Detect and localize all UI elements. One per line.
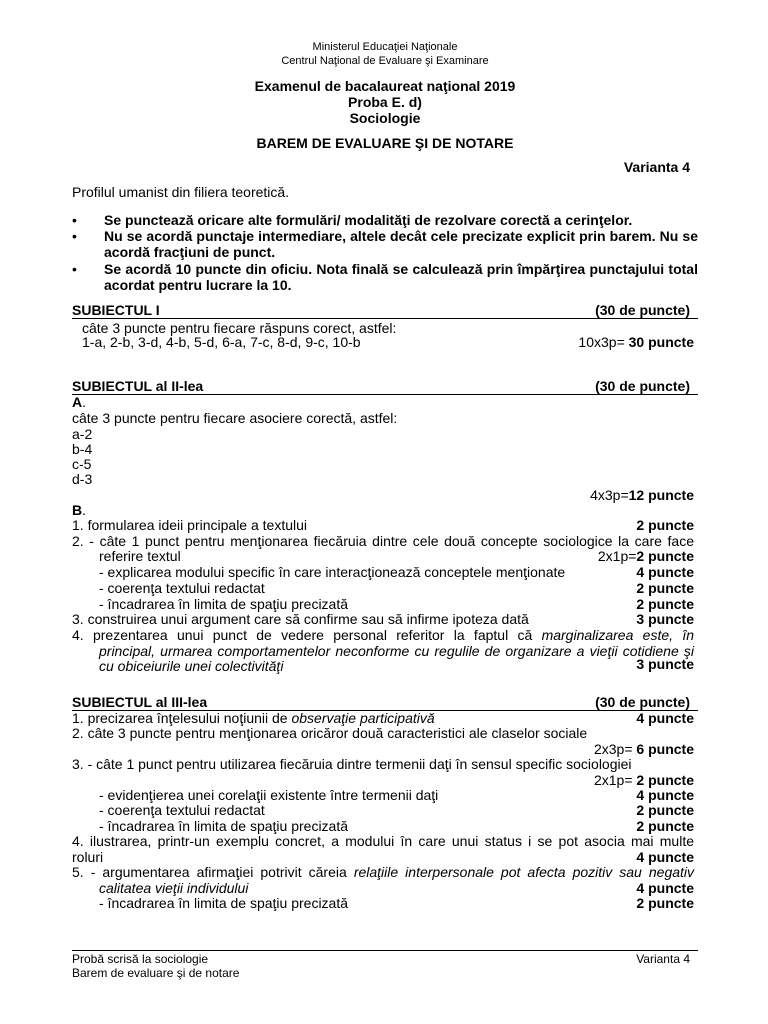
item-points: 3 puncte [636, 611, 694, 627]
center-name: Centrul Naţional de Evaluare şi Examinare [281, 55, 489, 67]
score-line: 2x1p=2 puncte [597, 548, 694, 564]
item-text: calitatea vieţii individului [99, 880, 249, 896]
section-title: SUBIECTUL al III-lea [72, 694, 208, 710]
item-text: - coerenţa textului redactat [99, 802, 265, 818]
barem-title: BAREM DE EVALUARE ŞI DE NOTARE [256, 135, 514, 151]
score-line: 2x1p= 2 puncte [593, 772, 694, 788]
score-line: 2x3p= 6 puncte [593, 741, 694, 757]
score-line: 4x3p=12 puncte [590, 487, 694, 503]
item-text: 3. construirea unui argument care să confirme sau să infirme ipoteza dată [72, 611, 529, 627]
section-rule [72, 318, 698, 319]
part-label: A. [72, 394, 87, 410]
subject-name: Sociologie [349, 110, 421, 126]
item-points: 4 puncte [636, 787, 694, 803]
pair-item: d-3 [72, 471, 93, 487]
item-points: 2 puncte [636, 596, 694, 612]
item-text: - încadrarea în limita de spaţiu precizată [99, 895, 349, 911]
bullet-icon: • [72, 261, 77, 277]
item-text: referire textul [99, 548, 181, 564]
bullet-icon: • [72, 212, 77, 228]
item-text: - evidenţierea unei corelaţii existente între termenii daţi [99, 787, 439, 803]
profile-text: Profilul umanist din filiera teoretică. [72, 184, 290, 200]
item-text: - încadrarea în limita de spaţiu precizată [99, 818, 349, 834]
section-points: (30 de puncte) [595, 378, 690, 394]
rule-item: Nu se acordă punctaje intermediare, altele decât cele precizate explicit prin barem. Nu se acordă fracţiuni de punct. [104, 228, 698, 260]
s2a-intro: câte 3 puncte pentru fiecare asociere corectă, astfel: [72, 410, 398, 426]
proba-label: Proba E. d) [348, 94, 422, 110]
document-page [72, 0, 698, 1024]
item-points: 4 puncte [636, 710, 694, 726]
part-label: B. [72, 502, 87, 518]
pair-item: a-2 [72, 426, 93, 442]
footer-rule [72, 950, 698, 951]
item-points: 2 puncte [636, 895, 694, 911]
pair-item: b-4 [72, 441, 93, 457]
item-text: 2. câte 3 puncte pentru menţionarea oricăror două caracteristici ale claselor sociale [72, 725, 588, 741]
bullet-icon: • [72, 228, 77, 244]
item-text: 1. formularea ideii principale a textului [72, 517, 308, 533]
section-points: (30 de puncte) [595, 302, 690, 318]
item-text: cu obiceiurile unei colectivităţi [99, 658, 284, 674]
ministry-name: Ministerul Educaţiei Naţionale [312, 41, 458, 53]
item-text: roluri [72, 849, 104, 865]
section-points: (30 de puncte) [595, 694, 690, 710]
rule-item: Se punctează oricare alte formulări/ modalităţi de rezolvare corectă a cerinţelor. [104, 212, 633, 228]
exam-title: Examenul de bacalaureat naţional 2019 [254, 78, 516, 94]
item-text: 4. prezentarea unui punct de vedere personal referitor la faptul că marginalizarea este, în [72, 627, 694, 643]
footer-left-1: Probă scrisă la sociologie [72, 952, 209, 966]
score-line: 10x3p= 30 puncte [578, 334, 694, 350]
section-rule [72, 394, 698, 395]
variant-label: Varianta 4 [623, 159, 690, 175]
item-points: 4 puncte [636, 849, 694, 865]
item-points: 4 puncte [636, 564, 694, 580]
item-text: 1. precizarea înţelesului noţiunii de observaţie participativă [72, 710, 435, 726]
item-points: 4 puncte [636, 880, 694, 896]
item-text: principal, urmarea comportamentelor neconforme cu regulile de organizare a vieţii cotidiene şi [99, 643, 694, 659]
s1-intro: câte 3 puncte pentru fiecare răspuns corect, astfel: [82, 320, 397, 336]
rule-item: Se acordă 10 puncte din oficiu. Nota finală se calculează prin împărţirea punctajului total acordat pentru lucrare la 10. [104, 261, 698, 293]
section-title: SUBIECTUL al II-lea [72, 378, 204, 394]
item-text: 3. - câte 1 punct pentru utilizarea fiecăruia dintre termenii daţi în sensul specific sociologiei [72, 756, 632, 772]
item-text: 4. ilustrarea, printr-un exemplu concret, a modului în care unui status i se pot asocia mai multe [72, 833, 694, 849]
section-title: SUBIECTUL I [72, 302, 160, 318]
item-points: 2 puncte [636, 517, 694, 533]
footer-variant: Varianta 4 [636, 952, 690, 966]
item-points: 2 puncte [636, 818, 694, 834]
footer-left-2: Barem de evaluare şi de notare [72, 966, 240, 980]
s1-answers: 1-a, 2-b, 3-d, 4-b, 5-d, 6-a, 7-c, 8-d, 9-c, 10-b [82, 334, 361, 350]
item-text: - coerenţa textului redactat [99, 580, 265, 596]
item-text: 2. - câte 1 punct pentru menţionarea fiecăruia dintre cele două concepte sociologice la care face [72, 533, 694, 549]
item-points: 3 puncte [636, 656, 694, 672]
item-text: - explicarea modului specific în care interacţionează conceptele menţionate [99, 564, 566, 580]
pair-item: c-5 [72, 456, 92, 472]
item-text: 5. - argumentarea afirmaţiei potrivit căreia relaţiile interpersonale pot afecta pozitiv sau negativ [72, 864, 695, 880]
item-points: 2 puncte [636, 802, 694, 818]
item-points: 2 puncte [636, 580, 694, 596]
item-text: - încadrarea în limita de spaţiu precizată [99, 596, 349, 612]
